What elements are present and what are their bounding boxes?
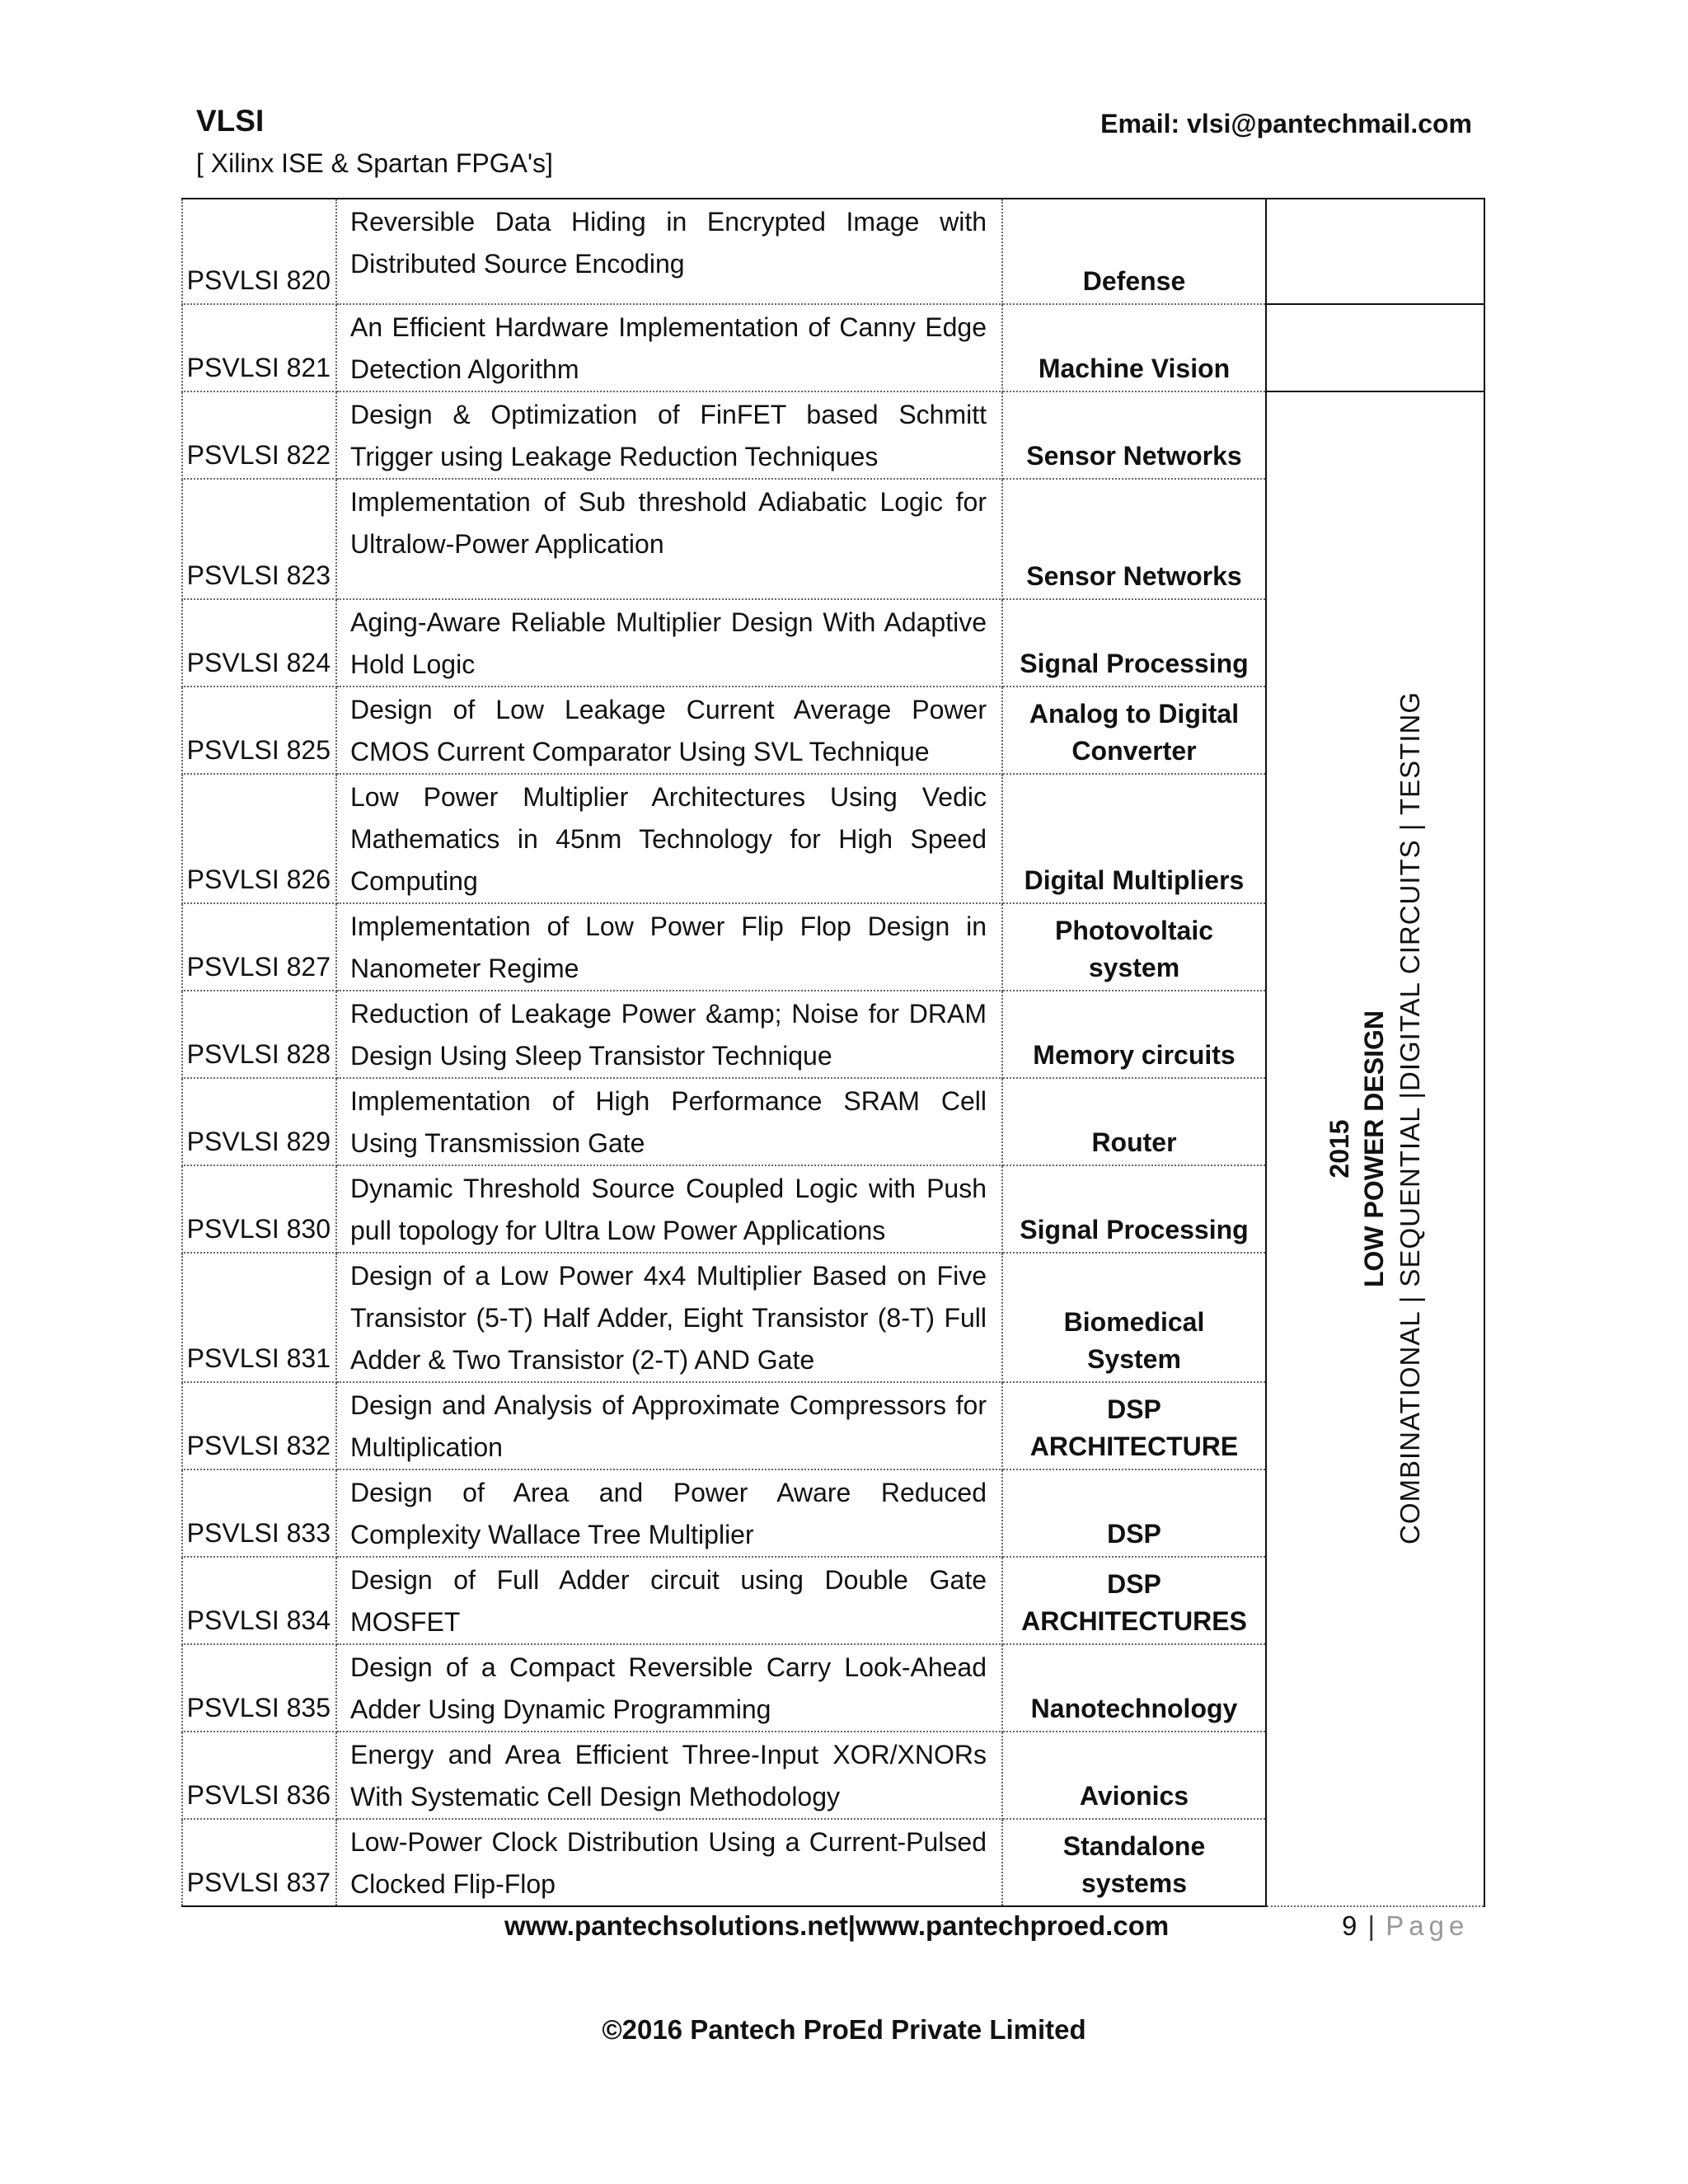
project-id: PSVLSI 821 (182, 304, 336, 391)
project-id: PSVLSI 833 (182, 1469, 336, 1557)
application-domain: Digital Multipliers (1002, 774, 1266, 903)
project-title: Reduction of Leakage Power &amp; Noise for DRAM Design Using Sleep Transistor Technique (336, 991, 1002, 1078)
project-title: Design of Full Adder circuit using Double Gate MOSFET (336, 1557, 1002, 1644)
category-cell (1266, 391, 1484, 1906)
project-title: Design of a Compact Reversible Carry Look-Ahead Adder Using Dynamic Programming (336, 1644, 1002, 1732)
project-id: PSVLSI 822 (182, 391, 336, 479)
project-title: Low Power Multiplier Architectures Using Vedic Mathematics in 45nm Technology for High Speed Computing (336, 774, 1002, 903)
category-name: LOW POWER DESIGN (1358, 1010, 1389, 1287)
page-number-value: 9 (1342, 1910, 1359, 1941)
project-title: Reversible Data Hiding in Encrypted Image with Distributed Source Encoding (336, 199, 1002, 304)
application-domain: Standalone systems (1002, 1819, 1266, 1906)
table-row (182, 199, 1484, 304)
project-id: PSVLSI 828 (182, 991, 336, 1078)
projects-table (181, 198, 1485, 1907)
project-id: PSVLSI 830 (182, 1165, 336, 1253)
application-domain: Avionics (1002, 1732, 1266, 1819)
contact-email: Email: vlsi@pantechmail.com (1100, 109, 1472, 138)
application-domain: Defense (1002, 199, 1266, 304)
project-title: Design of Area and Power Aware Reduced Complexity Wallace Tree Multiplier (336, 1469, 1002, 1557)
application-domain: DSP (1002, 1469, 1266, 1557)
page-separator: | (1367, 1910, 1377, 1941)
side-empty-cell (1266, 304, 1484, 391)
project-title: Design of a Low Power 4x4 Multiplier Based on Five Transistor (5-T) Half Adder, Eight Transistor (8-T) Full Adder & Two Transistor (2-T) AND Gate (336, 1253, 1002, 1382)
project-title: Design & Optimization of FinFET based Schmitt Trigger using Leakage Reduction Techniques (336, 391, 1002, 479)
project-id: PSVLSI 826 (182, 774, 336, 903)
project-title: Aging-Aware Reliable Multiplier Design With Adaptive Hold Logic (336, 599, 1002, 687)
project-title: Implementation of High Performance SRAM Cell Using Transmission Gate (336, 1078, 1002, 1165)
project-id: PSVLSI 832 (182, 1382, 336, 1469)
project-title: Design and Analysis of Approximate Compressors for Multiplication (336, 1382, 1002, 1469)
table-row (182, 304, 1484, 391)
project-title: Implementation of Low Power Flip Flop Design in Nanometer Regime (336, 903, 1002, 991)
project-title: Energy and Area Efficient Three-Input XOR/XNORs With Systematic Cell Design Methodology (336, 1732, 1002, 1819)
application-domain: Sensor Networks (1002, 479, 1266, 599)
footer-links: www.pantechsolutions.net|www.pantechproed.com (504, 1910, 1170, 1941)
application-domain: Router (1002, 1078, 1266, 1165)
project-id: PSVLSI 834 (182, 1557, 336, 1644)
application-domain: Analog to Digital Converter (1002, 687, 1266, 774)
page-word: Page (1386, 1910, 1470, 1941)
project-title: Design of Low Leakage Current Average Power CMOS Current Comparator Using SVL Technique (336, 687, 1002, 774)
project-id: PSVLSI 820 (182, 199, 336, 304)
application-domain: Photovoltaic system (1002, 903, 1266, 991)
project-title: Dynamic Threshold Source Coupled Logic with Push pull topology for Ultra Low Power Applications (336, 1165, 1002, 1253)
side-empty-cell (1266, 199, 1484, 304)
project-id: PSVLSI 825 (182, 687, 336, 774)
document-subtitle: [ Xilinx ISE & Spartan FPGA's] (196, 148, 553, 178)
category-topics: COMBINATIONAL | SEQUENTIAL |DIGITAL CIRCUITS | TESTING (1394, 691, 1425, 1544)
application-domain: Signal Processing (1002, 1165, 1266, 1253)
application-domain: Sensor Networks (1002, 391, 1266, 479)
project-title: Low-Power Clock Distribution Using a Current-Pulsed Clocked Flip-Flop (336, 1819, 1002, 1906)
category-label (1322, 691, 1429, 1544)
project-id: PSVLSI 827 (182, 903, 336, 991)
project-id: PSVLSI 835 (182, 1644, 336, 1732)
application-domain: Memory circuits (1002, 991, 1266, 1078)
project-id: PSVLSI 831 (182, 1253, 336, 1382)
application-domain: DSP ARCHITECTURE (1002, 1382, 1266, 1469)
category-year: 2015 (1324, 1119, 1354, 1179)
table-row (182, 391, 1484, 479)
project-id: PSVLSI 824 (182, 599, 336, 687)
project-id: PSVLSI 837 (182, 1819, 336, 1906)
project-id: PSVLSI 823 (182, 479, 336, 599)
document-title: VLSI (196, 104, 265, 138)
copyright: ©2016 Pantech ProEd Private Limited (602, 2014, 1086, 2045)
application-domain: Biomedical System (1002, 1253, 1266, 1382)
page-number (1342, 1910, 1469, 1942)
project-id: PSVLSI 829 (182, 1078, 336, 1165)
application-domain: Machine Vision (1002, 304, 1266, 391)
application-domain: Nanotechnology (1002, 1644, 1266, 1732)
project-title: Implementation of Sub threshold Adiabatic Logic for Ultralow-Power Application (336, 479, 1002, 599)
project-title: An Efficient Hardware Implementation of Canny Edge Detection Algorithm (336, 304, 1002, 391)
application-domain: Signal Processing (1002, 599, 1266, 687)
application-domain: DSP ARCHITECTURES (1002, 1557, 1266, 1644)
project-id: PSVLSI 836 (182, 1732, 336, 1819)
